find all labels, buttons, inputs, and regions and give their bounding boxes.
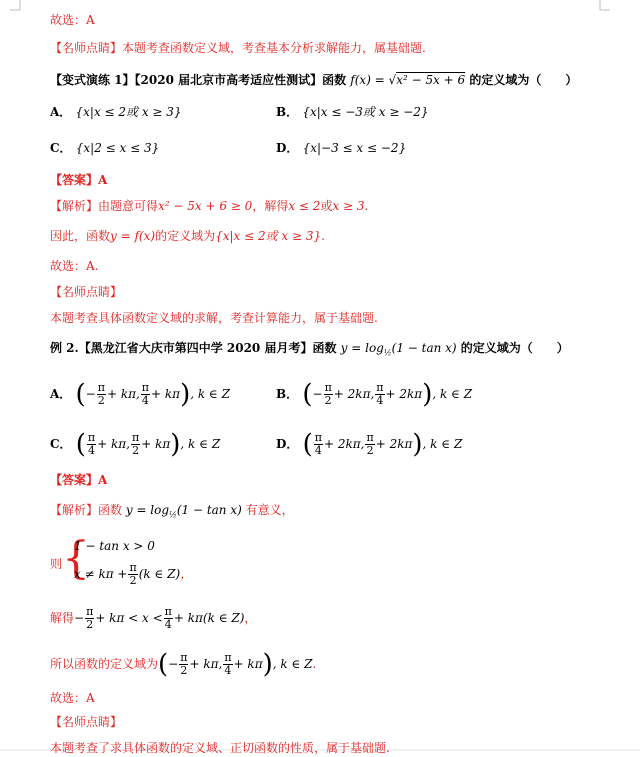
analysis-1-period: .: [364, 199, 369, 213]
conclusion-1-period: .: [321, 229, 325, 243]
option-c-letter: C．: [50, 141, 72, 155]
option-a-2: [50, 379, 230, 410]
solution-2-lead: 解得: [50, 611, 75, 625]
option-b-letter: B．: [276, 105, 299, 119]
analysis-1-bound-2: x ≥ 3: [332, 199, 365, 213]
solution-2: 解得− $\frac{\pi}{2}$ + kπ < x < $\frac{\pi}{4}$ + kπ(k ∈ Z)，: [50, 605, 257, 631]
example-2-tail: 的定义域为（ ）: [460, 341, 569, 355]
option-b2-letter: B．: [276, 387, 299, 401]
option-d-1: [276, 140, 406, 156]
analysis-2-tail: 有意义，: [245, 503, 294, 517]
answer-2: 【答案】A: [50, 473, 108, 487]
analysis-1-lead: 【解析】由题意可得: [50, 199, 159, 213]
option-d2-value: ( $\frac{\pi}{4}$ + 2kπ, $\frac{\pi}{2}$ + 2kπ), k ∈ Z: [302, 429, 463, 460]
answer-choice-1: 故选：A: [50, 13, 95, 27]
teacher-note-1: 【名师点睛】本题考查函数定义域，考查基本分析求解能力，属基础题.: [50, 41, 426, 55]
conclusion-1-function: y = f(x): [110, 229, 156, 243]
answer-1: 【答案】A: [50, 173, 108, 187]
conclusion-2: 所以函数的定义域为(− $\frac{\pi}{2}$ + kπ, $\frac{\pi}{4}$ + kπ), k ∈ Z.: [50, 649, 317, 680]
option-d2-letter: D．: [276, 437, 299, 451]
conclusion-1: [50, 228, 325, 244]
option-d-2: [276, 429, 463, 460]
option-c2-letter: C．: [50, 437, 72, 451]
solution-2-inequality: − $\frac{\pi}{2}$ + kπ < x < $\frac{\pi}{4}$ + kπ(k ∈ Z): [74, 605, 245, 631]
log-function: $y = \log_{\frac{1}{2}}(1 - \tan x)$: [340, 341, 457, 358]
system-line-2-lead: x ≠ kπ +: [74, 567, 128, 581]
analysis-1-or: 或: [320, 199, 333, 213]
option-a-letter: A．: [50, 105, 72, 119]
option-c-2: [50, 429, 221, 460]
analysis-1-bound-1: x ≤ 2: [288, 199, 321, 213]
option-d-value: {x|−3 ≤ x ≤ −2}: [302, 141, 407, 155]
system-brace: {: [62, 533, 90, 584]
option-b2-value: (− $\frac{\pi}{2}$ + 2kπ, $\frac{\pi}{4}$ + 2kπ), k ∈ Z: [302, 379, 473, 410]
conclusion-2-lead: 所以函数的定义域为: [50, 657, 159, 671]
option-c-value: {x|2 ≤ x ≤ 3}: [75, 141, 160, 155]
example-2: [50, 340, 569, 361]
option-b-1: [276, 104, 429, 120]
option-a2-letter: A．: [50, 387, 72, 401]
then-label: 则: [50, 557, 63, 571]
teacher-note-3-label: 【名师点睛】: [50, 715, 123, 729]
option-c2-value: ( $\frac{\pi}{4}$ + kπ, $\frac{\pi}{2}$ + kπ), k ∈ Z: [75, 429, 221, 460]
conclusion-1-set: {x|x ≤ 2或 x ≥ 3}: [215, 229, 322, 243]
analysis-2-lead: 【解析】函数: [50, 503, 123, 517]
option-c-1: [50, 140, 159, 156]
analysis-2: [50, 502, 294, 523]
option-a-1: [50, 104, 182, 120]
variant-exercise-tail: 的定义域为（ ）: [469, 73, 578, 87]
teacher-note-2: 本题考查具体函数定义域的求解，考查计算能力，属于基础题.: [50, 311, 378, 325]
example-2-label: 例 2.【黑龙江省大庆市第四中学 2020 届月考】函数: [50, 341, 337, 355]
answer-choice-2: 故选：A.: [50, 259, 99, 273]
analysis-1-inequality: x² − 5x + 6 ≥ 0: [158, 199, 253, 213]
function-sqrt: f(x) = √x² − 5x + 6: [350, 73, 466, 87]
option-a-value: {x|x ≤ 2或 x ≥ 3}: [75, 105, 182, 119]
teacher-note-3: 本题考查了求具体函数的定义域、正切函数的性质，属于基础题.: [50, 741, 390, 755]
conclusion-1-lead: 因此，函数: [50, 229, 111, 243]
option-b-value: {x|x ≤ −3或 x ≥ −2}: [302, 105, 429, 119]
analysis-1: [50, 198, 368, 214]
system-line-2: x ≠ kπ + $\frac{\pi}{2}$ (k ∈ Z)，: [74, 561, 193, 587]
teacher-note-2-label: 【名师点睛】: [50, 285, 123, 299]
conclusion-2-set: (− $\frac{\pi}{2}$ + kπ, $\frac{\pi}{4}$ + kπ), k ∈ Z: [158, 649, 313, 680]
option-a2-value: (− $\frac{\pi}{2}$ + kπ, $\frac{\pi}{4}$ + kπ), k ∈ Z: [75, 379, 230, 410]
conclusion-1-mid: 的定义域为: [155, 229, 216, 243]
system-line-1: 1 − tan x > 0: [74, 539, 155, 553]
option-b-2: [276, 379, 473, 410]
variant-exercise-label: 【变式演练 1】【2020 届北京市高考适应性测试】函数: [50, 73, 347, 87]
answer-choice-3: 故选：A: [50, 691, 95, 705]
analysis-1-solve: ，解得: [252, 199, 289, 213]
variant-exercise-1: [50, 72, 577, 88]
analysis-2-function: $y = \log_{\frac{1}{2}}(1 - \tan x)$: [125, 503, 242, 520]
option-d-letter: D．: [276, 141, 299, 155]
